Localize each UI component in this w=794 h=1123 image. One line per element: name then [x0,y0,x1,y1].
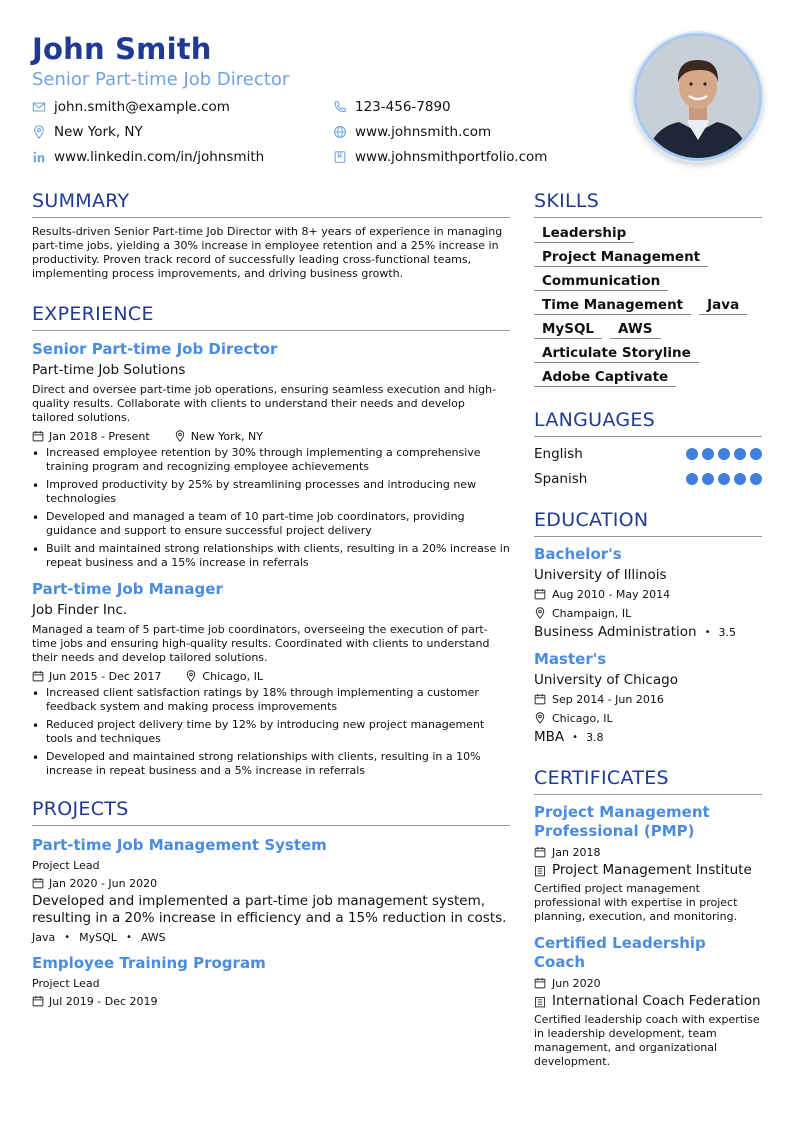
level-dot [734,473,746,485]
job-achievements [32,446,510,570]
job-entry [32,580,510,778]
skill-tag: Time Management [534,297,691,315]
skill-tag: AWS [610,321,660,339]
phone-icon [333,100,347,114]
project-meta [32,875,510,891]
calendar-icon [32,670,44,682]
portfolio-text: www.johnsmithportfolio.com [355,148,548,165]
education-location: Chicago, IL [552,711,613,725]
building-icon [534,865,546,877]
job-meta [32,428,510,444]
job-dates: Jun 2015 - Dec 2017 [49,669,162,683]
calendar-icon [534,977,546,989]
education-degree: Master's [534,650,607,668]
certificate-entry [534,934,762,1069]
map-pin-icon [174,430,186,442]
projects-heading: PROJECTS [32,798,510,826]
languages-section [534,409,762,487]
location-text: New York, NY [54,123,143,140]
certificates-section [534,767,762,1069]
level-dot [750,448,762,460]
list-item: • Built and maintained strong relationships with clients, resulting in a 20% increase in repeat business and a 15% increase in referrals [32,542,510,570]
profile-photo [634,33,762,161]
calendar-icon [534,693,546,705]
calendar-icon [534,588,546,600]
job-dates: Jan 2018 - Present [49,429,150,443]
education-entry [534,545,762,640]
globe-icon [333,125,347,139]
job-description: Managed a team of 5 part-time job coordinators, overseeing the execution of part-time jobs and ensuring high-quality results. Coordinated with clients to understand their needs and develop tailored solutions. [32,623,490,664]
education-field: MBA [534,729,565,745]
list-item: • Increased employee retention by 30% through implementing a comprehensive training program and recognizing employee achievements [32,446,510,474]
job-location: Chicago, IL [202,669,263,683]
right-column [534,190,762,1069]
education-degree: Bachelor's [534,545,622,563]
language-row [534,445,762,462]
stack-item: AWS [140,931,166,944]
certificate-date: Jun 2020 [552,976,601,990]
education-field-row: Business Administration • 3.5 [534,624,737,640]
skill-tag: Leadership [534,225,634,243]
job-title: Part-time Job Manager [32,580,223,598]
certificate-date-row [534,975,762,991]
experience-heading: EXPERIENCE [32,303,510,331]
person-portrait-icon [637,36,759,158]
project-role: Project Lead [32,859,100,872]
certificate-title: Project Management Professional (PMP) [534,803,710,840]
skill-tag: Articulate Storyline [534,345,699,363]
contact-location [32,123,333,140]
project-role: Project Lead [32,977,100,990]
building-icon [534,996,546,1008]
project-title: Employee Training Program [32,954,266,972]
contact-phone[interactable] [333,98,592,115]
language-name: Spanish [534,470,588,487]
stack-item: Java [32,931,56,944]
linkedin-text: www.linkedin.com/in/johnsmith [54,148,265,165]
email-text: john.smith@example.com [54,98,230,115]
project-meta [32,993,510,1009]
certificate-issuer: International Coach Federation [552,993,761,1009]
level-dot [702,473,714,485]
education-gpa: 3.5 [718,625,737,639]
education-field-row: MBA • 3.8 [534,729,604,745]
map-pin-icon [185,670,197,682]
list-item: • Improved productivity by 25% by streamlining processes and introducing new technologies [32,478,510,506]
certificate-entry [534,803,762,924]
certificate-title: Certified Leadership Coach [534,934,706,971]
list-item: • Developed and managed a team of 10 part-time job coordinators, providing guidance and support to ensure successful project delivery [32,510,510,538]
map-pin-icon [534,712,546,724]
summary-section [32,190,510,281]
level-dot [718,473,730,485]
list-item: • Reduced project delivery time by 12% by introducing new project management tools and techniques [32,718,510,746]
website-text: www.johnsmith.com [355,123,492,140]
resume-name: John Smith [32,32,212,66]
calendar-icon [32,995,44,1007]
contact-email[interactable] [32,98,333,115]
level-dot [686,448,698,460]
level-dot [718,448,730,460]
job-meta [32,668,510,684]
level-dot [702,448,714,460]
education-location-row [534,710,762,726]
contact-info [32,98,592,165]
education-dates: Aug 2010 - May 2014 [552,587,671,601]
language-level [686,473,762,485]
map-pin-icon [32,125,46,139]
contact-portfolio[interactable] [333,148,592,165]
education-dates: Sep 2014 - Jun 2016 [552,692,664,706]
skill-tag: Java [699,297,747,315]
resume-title: Senior Part-time Job Director [32,69,290,90]
map-pin-icon [534,607,546,619]
phone-text: 123-456-7890 [355,98,451,115]
job-location: New York, NY [190,429,263,443]
education-school: University of Chicago [534,672,678,688]
calendar-icon [32,877,44,889]
languages-heading: LANGUAGES [534,409,762,437]
education-heading: EDUCATION [534,509,762,537]
certificates-heading: CERTIFICATES [534,767,762,795]
skills-list [534,225,762,387]
job-company: Part-time Job Solutions [32,362,186,378]
language-level [686,448,762,460]
education-section [534,509,762,745]
education-dates-row [534,691,762,707]
contact-linkedin[interactable] [32,148,333,165]
job-entry [32,340,510,570]
education-school: University of Illinois [534,567,667,583]
certificate-issuer-row [534,993,762,1010]
certificate-description: Certified leadership coach with expertise in leadership development, team management, and organizational development. [534,1013,760,1068]
certificate-date-row [534,844,762,860]
project-description: Developed and implemented a part-time job management system, resulting in a 20% increase in efficiency and a 15% reduction in costs. [32,893,507,926]
job-achievements [32,686,510,778]
contact-website[interactable] [333,123,592,140]
job-company: Job Finder Inc. [32,602,128,618]
linkedin-icon [32,150,46,164]
certificate-issuer-row [534,862,762,879]
project-entry [32,954,510,1009]
level-dot [750,473,762,485]
certificate-date: Jan 2018 [552,845,601,859]
calendar-icon [534,846,546,858]
education-field: Business Administration [534,624,697,640]
education-location-row [534,605,762,621]
list-item: • Increased client satisfaction ratings by 18% through implementing a customer feedback system and making process improvements [32,686,510,714]
summary-heading: SUMMARY [32,190,510,218]
education-gpa: 3.8 [586,730,604,744]
skill-tag: Project Management [534,249,708,267]
project-dates: Jan 2020 - Jun 2020 [49,876,158,890]
bookmark-icon [333,150,347,164]
project-title: Part-time Job Management System [32,836,327,854]
language-name: English [534,445,583,462]
list-item: • Developed and maintained strong relationships with clients, resulting in a 10% increase in repeat business and a 5% increase in referrals [32,750,510,778]
summary-text: Results-driven Senior Part-time Job Director with 8+ years of experience in managing part-time jobs, yielding a 30% increase in employee retention and a 25% increase in productivity. Proven track record of successfully leading cross-functional teams, implementing process improvements, and driving business growth. [32,225,503,280]
project-dates: Jul 2019 - Dec 2019 [49,994,158,1008]
calendar-icon [32,430,44,442]
certificate-issuer: Project Management Institute [552,862,752,878]
language-row [534,470,762,487]
skill-tag: MySQL [534,321,602,339]
job-description: Direct and oversee part-time job operations, ensuring seamless execution and high-quality results. Collaborate with clients to understand their needs and develop tailored solutions. [32,383,497,424]
experience-section [32,303,510,778]
skill-tag: Communication [534,273,668,291]
project-stack: Java • MySQL • AWS [32,931,166,944]
left-column [32,190,510,1009]
project-entry [32,836,510,944]
stack-item: MySQL [79,931,117,944]
level-dot [734,448,746,460]
skill-tag: Adobe Captivate [534,369,676,387]
education-entry [534,650,762,745]
envelope-icon [32,100,46,114]
level-dot [686,473,698,485]
skills-heading: SKILLS [534,190,762,218]
certificate-description: Certified project management professional with expertise in project planning, execution, and monitoring. [534,882,738,923]
projects-section [32,798,510,1009]
skills-section [534,190,762,387]
education-dates-row [534,586,762,602]
job-title: Senior Part-time Job Director [32,340,278,358]
education-location: Champaign, IL [552,606,632,620]
